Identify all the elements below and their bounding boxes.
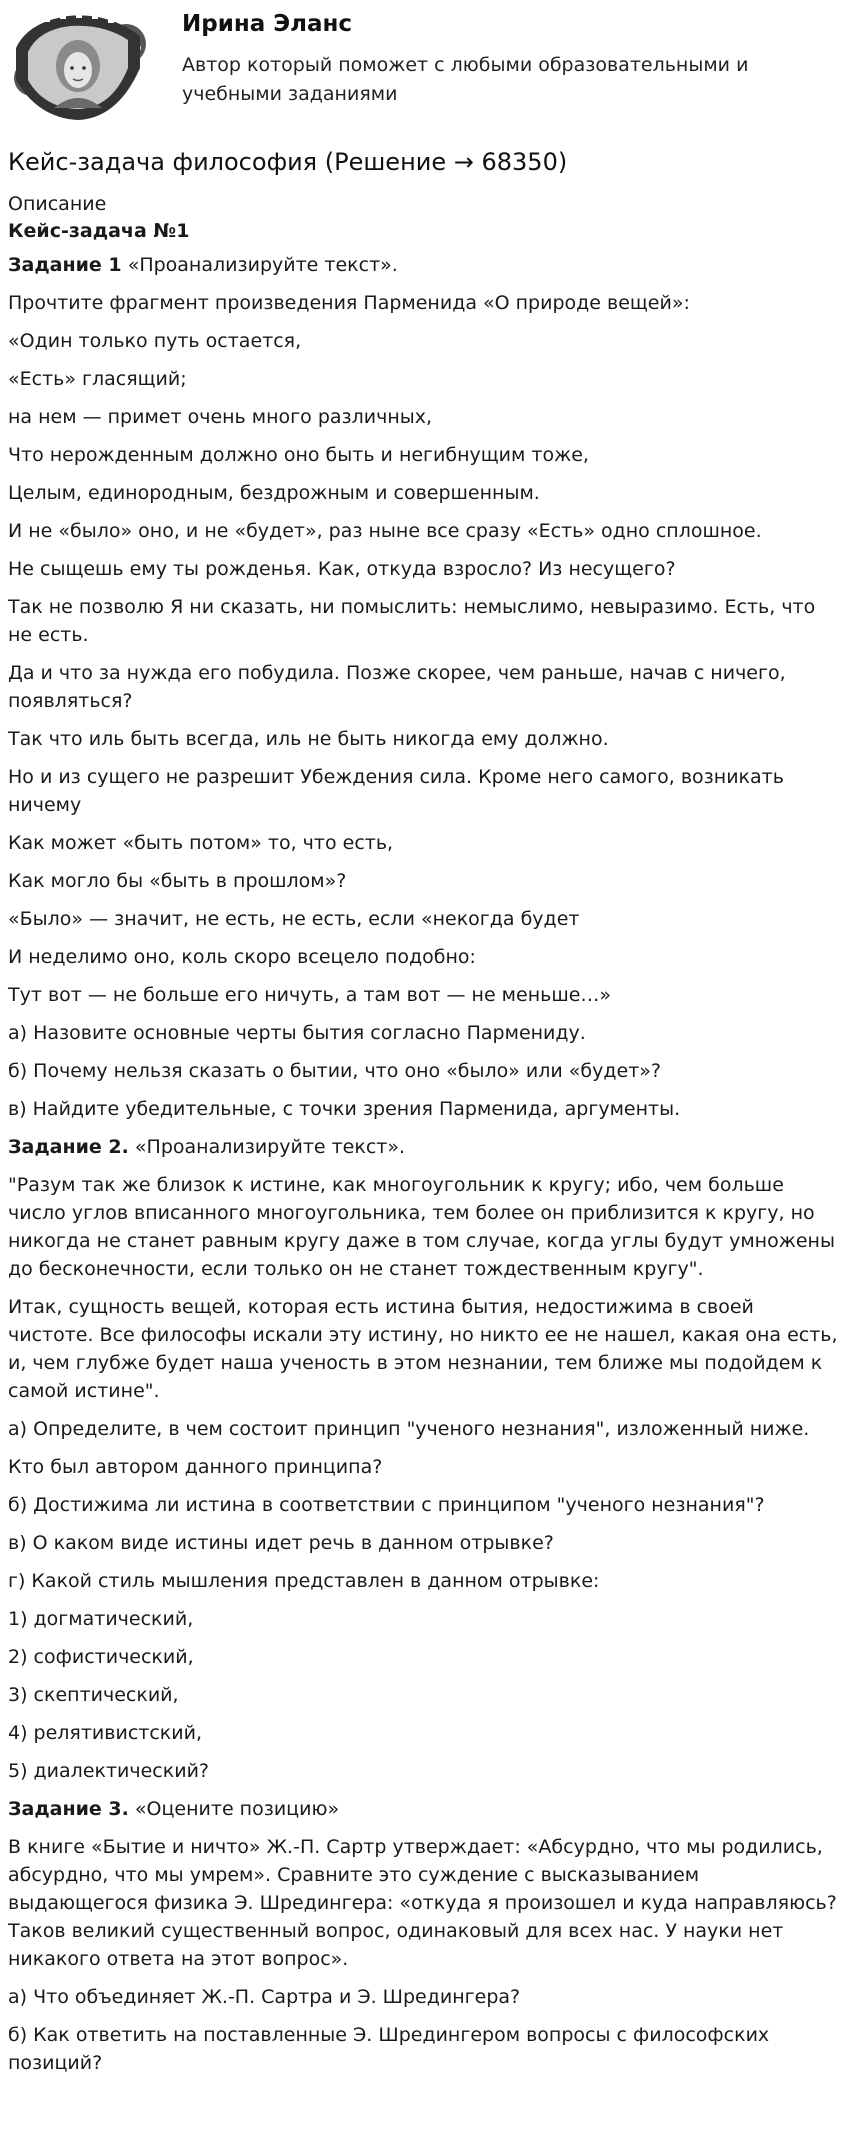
author-description: Автор который поможет с любыми образовательными и учебными заданиями	[182, 54, 749, 105]
paragraph	[8, 905, 839, 933]
task-heading: Задание 1	[8, 254, 122, 276]
paragraph-text: а) Определите, в чем состоит принцип "ученого незнания", изложенный ниже.	[8, 1418, 810, 1440]
paragraph	[8, 593, 839, 649]
paragraph	[8, 1983, 839, 2011]
paragraph-text: Но и из сущего не разрешит Убеждения сила. Кроме него самого, возникать ничему	[8, 766, 784, 816]
paragraph	[8, 289, 839, 317]
paragraph	[8, 1171, 839, 1283]
paragraph	[8, 659, 839, 715]
paragraph	[8, 441, 839, 469]
paragraph-text: Итак, сущность вещей, которая есть истина бытия, недостижима в своей чистоте. Все философы искали эту истину, но никто ее не нашел, какая она есть, и, чем глубже будет наша ученость в этом незнании, тем ближе мы подойдем к самой истине".	[8, 1296, 838, 1402]
paragraph	[8, 1567, 839, 1595]
paragraph	[8, 251, 839, 279]
paragraph	[8, 327, 839, 355]
paragraph-text: 4) релятивистский,	[8, 1722, 202, 1744]
paragraph	[8, 1019, 839, 1047]
paragraph-text: 1) догматический,	[8, 1608, 194, 1630]
paragraph-text: Прочтите фрагмент произведения Парменида «О природе вещей»:	[8, 292, 690, 314]
paragraph-text: Тут вот — не больше его ничуть, а там вот — не меньше…»	[8, 984, 612, 1006]
paragraph	[8, 555, 839, 583]
paragraph	[8, 479, 839, 507]
paragraph-text: Что нерожденным должно оно быть и негибнущим тоже,	[8, 444, 589, 466]
paragraph-text: Целым, единородным, бездрожным и совершенным.	[8, 482, 540, 504]
author-card	[8, 0, 839, 130]
avatar[interactable]	[8, 8, 148, 128]
paragraph	[8, 517, 839, 545]
paragraph	[8, 1681, 839, 1709]
paragraph	[8, 1719, 839, 1747]
paragraph-text: «Есть» гласящий;	[8, 368, 187, 390]
case-title: Кейс-задача №1	[8, 220, 190, 242]
paragraph-text: на нем — примет очень много различных,	[8, 406, 433, 428]
paragraph	[8, 1415, 839, 1443]
paragraph	[8, 1293, 839, 1405]
paragraph	[8, 981, 839, 1009]
author-info	[182, 8, 839, 109]
section-label: Описание	[8, 193, 107, 215]
description-content	[8, 251, 839, 2077]
paragraph	[8, 943, 839, 971]
paragraph-text: Как может «быть потом» то, что есть,	[8, 832, 394, 854]
task-heading: Задание 3.	[8, 1798, 129, 1820]
paragraph-text: «Проанализируйте текст».	[121, 254, 398, 276]
paragraph	[8, 1757, 839, 1785]
paragraph	[8, 1643, 839, 1671]
paragraph-text: Так что иль быть всегда, иль не быть никогда ему должно.	[8, 728, 609, 750]
paragraph-text: Не сыщешь ему ты рожденья. Как, откуда взросло? Из несущего?	[8, 558, 676, 580]
paragraph	[8, 1491, 839, 1519]
paragraph-text: Так не позволю Я ни сказать, ни помыслить: немыслимо, невыразимо. Есть, что не есть.	[8, 596, 816, 646]
paragraph-text: в) Найдите убедительные, с точки зрения Парменида, аргументы.	[8, 1098, 681, 1120]
page-title: Кейс-задача философия (Решение → 68350)	[8, 148, 568, 176]
paragraph	[8, 1605, 839, 1633]
paragraph	[8, 829, 839, 857]
paragraph-text: Да и что за нужда его побудила. Позже скорее, чем раньше, начав с ничего, появляться?	[8, 662, 786, 712]
paragraph-text: "Разум так же близок к истине, как многоугольник к кругу; ибо, чем больше число углов вписанного многоугольника, тем более он приблизится к кругу, но никогда не станет равным кругу даже в том случае, когда углы будут умножены до бесконечности, если только он не станет тождественным кругу".	[8, 1174, 835, 1280]
paragraph-text: В книге «Бытие и ничто» Ж.-П. Сартр утверждает: «Абсурдно, что мы родились, абсурдно, что мы умрем». Сравните это суждение с высказыванием выдающегося физика Э. Шредингера: «откуда я произошел и куда направляюсь? Таков великий существенный вопрос, одинаковый для всех нас. У науки нет никакого ответа на этот вопрос».	[8, 1836, 837, 1970]
paragraph-text: «Один только путь остается,	[8, 330, 302, 352]
paragraph-text: И неделимо оно, коль скоро всецело подобно:	[8, 946, 476, 968]
paragraph-text: 5) диалектический?	[8, 1760, 210, 1782]
paragraph-text: Кто был автором данного принципа?	[8, 1456, 383, 1478]
paragraph-text: 3) скептический,	[8, 1684, 179, 1706]
paragraph	[8, 1529, 839, 1557]
paragraph	[8, 365, 839, 393]
paragraph	[8, 1095, 839, 1123]
paragraph-text: «Было» — значит, не есть, не есть, если «некогда будет	[8, 908, 580, 930]
paragraph	[8, 1833, 839, 1973]
paragraph-text: в) О каком виде истины идет речь в данном отрывке?	[8, 1532, 554, 1554]
filmstrip-portrait-icon	[8, 8, 148, 128]
paragraph	[8, 403, 839, 431]
paragraph-text: И не «было» оно, и не «будет», раз ныне все сразу «Есть» одно сплошное.	[8, 520, 762, 542]
paragraph	[8, 763, 839, 819]
paragraph	[8, 725, 839, 753]
paragraph-text: «Проанализируйте текст».	[128, 1136, 406, 1158]
task-heading: Задание 2.	[8, 1136, 129, 1158]
paragraph	[8, 2021, 839, 2077]
paragraph-text: б) Как ответить на поставленные Э. Шредингером вопросы с философских позиций?	[8, 2024, 770, 2074]
paragraph-text: г) Какой стиль мышления представлен в данном отрывке:	[8, 1570, 600, 1592]
author-name[interactable]: Ирина Эланс	[182, 11, 353, 37]
paragraph-text: 2) софистический,	[8, 1646, 194, 1668]
paragraph	[8, 867, 839, 895]
paragraph-text: а) Что объединяет Ж.-П. Сартра и Э. Шредингера?	[8, 1986, 521, 2008]
paragraph-text: б) Достижима ли истина в соответствии с принципом "ученого незнания"?	[8, 1494, 765, 1516]
paragraph	[8, 1453, 839, 1481]
paragraph-text: а) Назовите основные черты бытия согласно Пармениду.	[8, 1022, 586, 1044]
paragraph-text: «Оцените позицию»	[128, 1798, 340, 1820]
paragraph	[8, 1057, 839, 1085]
paragraph-text: б) Почему нельзя сказать о бытии, что оно «было» или «будет»?	[8, 1060, 661, 1082]
paragraph-text: Как могло бы «быть в прошлом»?	[8, 870, 347, 892]
paragraph	[8, 1133, 839, 1161]
paragraph	[8, 1795, 839, 1823]
